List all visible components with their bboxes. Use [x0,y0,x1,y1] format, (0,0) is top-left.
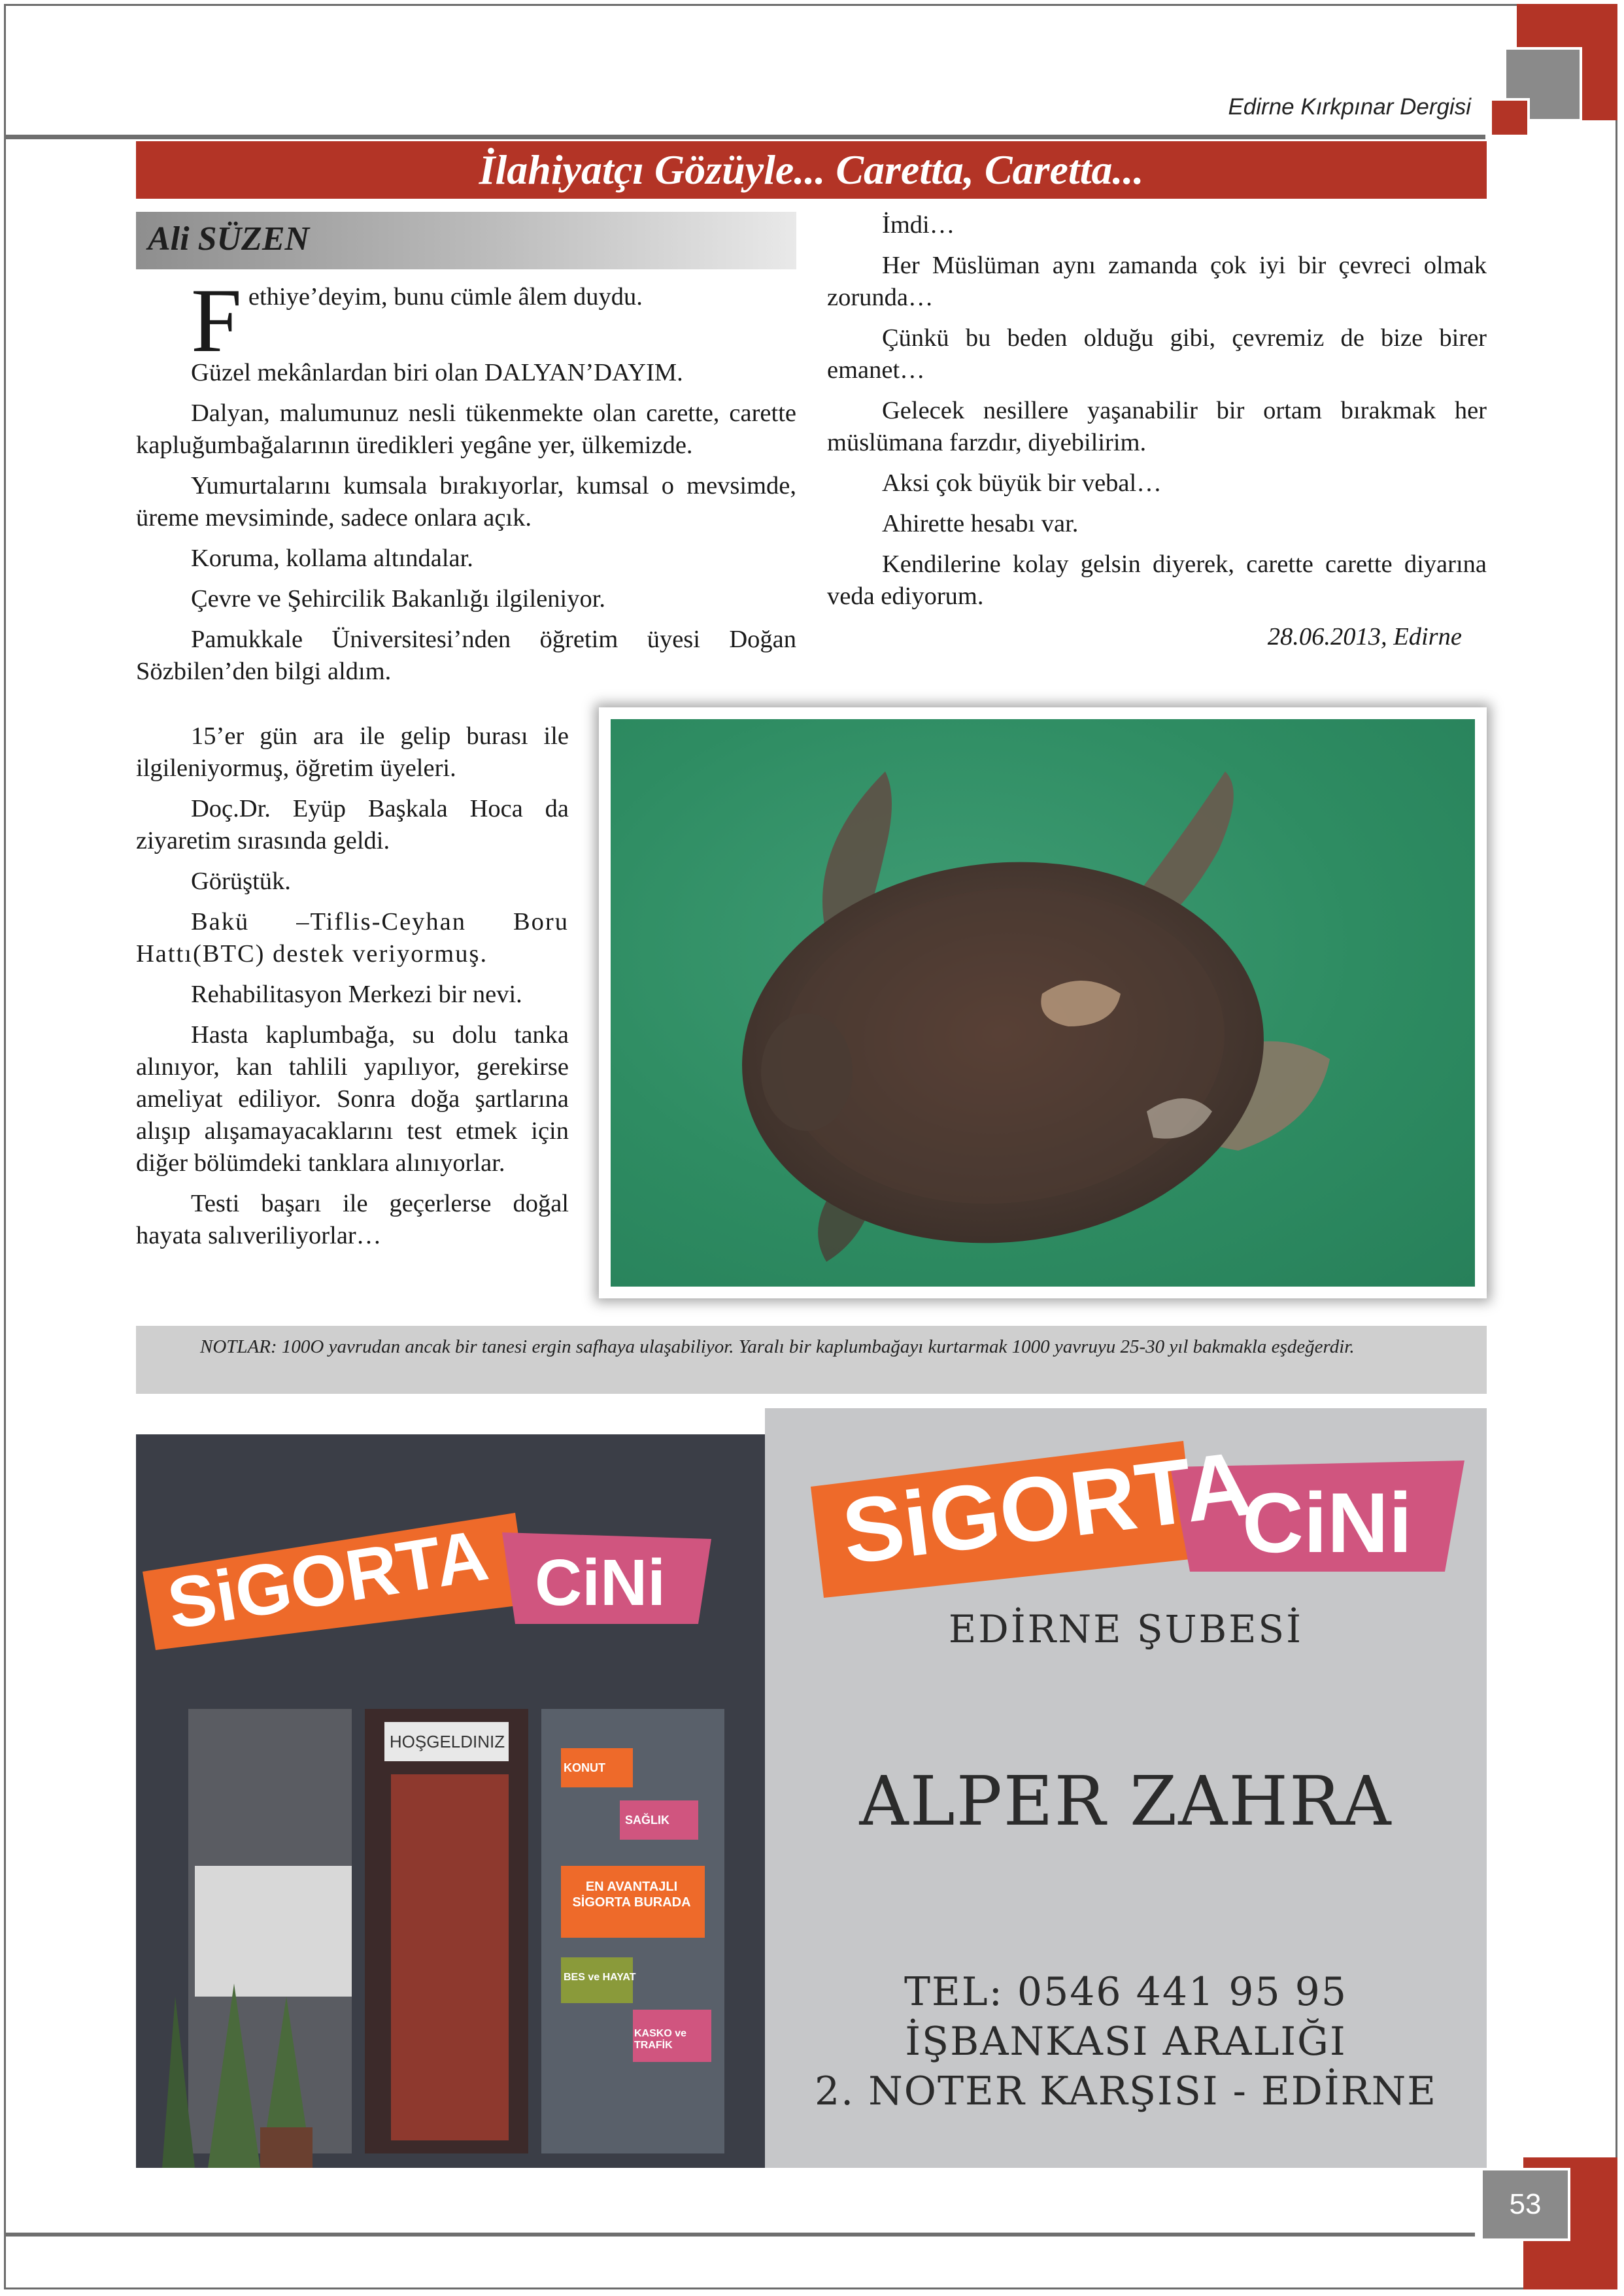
article-column-right [827,209,1487,662]
article-title-bar [136,141,1487,199]
paragraph: Çevre ve Şehircilik Bakanlığı ilgileniyor. [191,585,606,613]
shop-sticker: BES ve HAYAT [564,1972,636,1983]
paragraph: Gelecek nesillere yaşanabilir bir ortam bırakmak her müslümana farzdır, diyebilirim. [827,397,1487,456]
notes-box [136,1326,1487,1394]
corner-decoration-red-small [1489,98,1530,137]
article-title: İlahiyatçı Gözüyle... Caretta, Caretta... [479,146,1144,193]
shop-sign-right: CiNi [535,1546,666,1619]
turtle-photo [611,719,1475,1287]
paragraph: 15’er gün ara ile gelip burası ile ilgileniyormuş, öğretim üyeleri. [136,722,569,782]
turtle-photo-frame [599,707,1487,1298]
paragraph: Hasta kaplumbağa, su dolu tanka alınıyor, kan tahlili yapılıyor, gerekirse ameliyat ediliyor. Sonra doğa şartlarına alışıp alışamayacaklarını test etmek için diğer bölümdeki tanklara alınıyorlar. [136,1021,569,1177]
shop-sticker: KASKO ve TRAFİK [634,2028,687,2051]
ad-phone: TEL: 0546 441 95 95 [904,1969,1348,2015]
article-column-left [136,270,796,696]
article-date: 28.06.2013, Edirne [1267,623,1462,650]
paragraph: Yumurtalarını kumsala bırakıyorlar, kumsal o mevsimde, üreme mevsiminde, sadece onlara açık. [136,472,796,532]
paragraph: Her Müslüman aynı zamanda çok iyi bir çevreci olmak zorunda… [827,252,1487,311]
ad-address-line1: İŞBANKASI ARALIĞI [905,2019,1347,2065]
author-name: Ali SÜZEN [148,220,310,258]
first-paragraph [136,270,796,371]
sea-turtle-illustration [611,719,1475,1287]
paragraph: Rehabilitasyon Merkezi bir nevi. [191,981,522,1008]
brand-logo-right: CiNi [1242,1475,1412,1570]
paragraph: İmdi… [882,211,955,239]
magazine-name: Edirne Kırkpınar Dergisi [1228,94,1471,120]
page-number: 53 [1480,2168,1570,2241]
ad-info-panel [765,1408,1487,2168]
paragraph: Aksi çok büyük bir vebal… [882,469,1162,497]
paragraph: Güzel mekânlardan biri olan DALYAN’DAYIM. [191,359,683,386]
paragraph: Çünkü bu beden olduğu gibi, çevremiz de bize birer emanet… [827,324,1487,384]
ad-branch: EDİRNE ŞUBESİ [948,1607,1304,1651]
shop-sticker: KONUT [564,1761,605,1774]
shop-welcome-sign: HOŞGELDINIZ [389,1732,505,1751]
brand-logo-left: SiGORTA [837,1431,1257,1583]
paragraph: Pamukkale Üniversitesi’nden öğretim üyesi Doğan Sözbilen’den bilgi aldım. [136,626,796,685]
ad-agent-name: ALPER ZAHRA [859,1761,1393,1841]
shop-sticker: EN AVANTAJLI SİGORTA BURADA [572,1880,691,1910]
shop-sign-left: SiGORTA [162,1514,494,1645]
paragraph: Kendilerine kolay gelsin diyerek, carette carette diyarına veda ediyorum. [827,550,1487,610]
paragraph: Doç.Dr. Eyüp Başkala Hoca da ziyaretim sırasında geldi. [136,795,569,854]
notes-text: NOTLAR: 100O yavrudan ancak bir tanesi ergin safhaya ulaşabiliyor. Yaralı bir kaplumbağayı kurtarmak 1000 yavruyu 25-30 yıl bakmakla eşdeğerdir. [200,1336,1355,1357]
ad-shop-photo [136,1408,765,2168]
paragraph: Görüştük. [191,868,291,895]
header-rule [4,135,1485,139]
shop-sticker: SAĞLIK [625,1814,670,1827]
ad-address-line2: 2. NOTER KARŞISI - EDİRNE [814,2068,1438,2114]
paragraph: Bakü –Tiflis-Ceyhan Boru Hattı(BTC) destek veriyormuş. [136,908,569,968]
paragraph: Dalyan, malumunuz nesli tükenmekte olan carette, carette kapluğumbağalarının üredikleri yegâne yer, ülkemizde. [136,399,796,459]
footer-rule [4,2233,1475,2237]
first-paragraph-text: ethiye’deyim, bunu cümle âlem duydu. [248,283,643,311]
drop-cap: F [191,270,242,371]
author-box [136,212,796,269]
article-column-left-narrow [136,720,569,1260]
paragraph: Koruma, kollama altındalar. [191,545,473,572]
paragraph: Testi başarı ile geçerlerse doğal hayata salıveriliyorlar… [136,1190,569,1249]
paragraph: Ahirette hesabı var. [882,510,1079,537]
